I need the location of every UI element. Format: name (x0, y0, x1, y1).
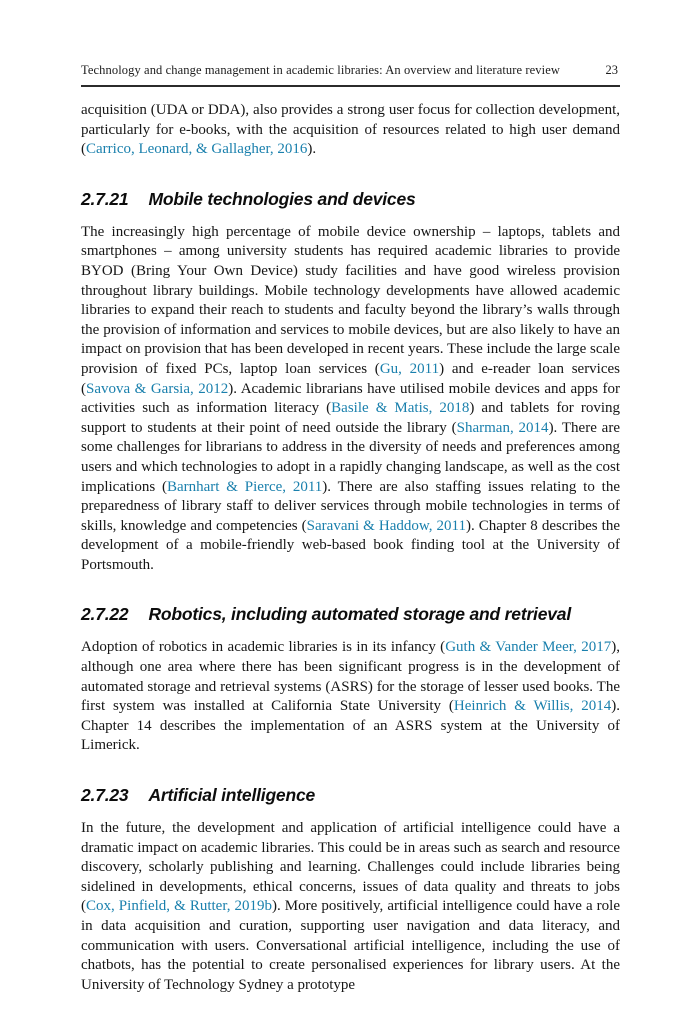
body-paragraph (81, 101, 620, 160)
body-text-run: acquisition (UDA or DDA), also provides a strong user focus for collection development, particularly for e-books, with the acquisition of resources related to high user demand ( (81, 102, 620, 158)
section-heading (81, 188, 620, 210)
body-text-run: Adoption of robotics in academic libraries is in its infancy ( (81, 639, 446, 656)
citation-link[interactable]: Gu, 2011 (379, 360, 440, 377)
citation-link[interactable]: Carrico, Leonard, & Gallagher, 2016 (86, 141, 308, 158)
citation-link[interactable]: Sharman, 2014 (456, 419, 549, 436)
section-title: Robotics, including automated storage and retrieval (148, 604, 571, 625)
body-paragraph (81, 223, 620, 576)
page-number: 23 (605, 63, 618, 77)
section-number: 2.7.22 (81, 604, 129, 625)
body-text-run: ). Chapter 8 describes the development of a mobile-friendly web-based book finding tool at the University of Portsmouth. (81, 517, 620, 573)
section-number: 2.7.23 (81, 785, 129, 806)
body-text-run: ). Chapter 14 describes the implementation of an ASRS system at the University of Limerick. (81, 698, 620, 754)
body-text-run: ) and tablets for roving support to students at their point of need outside the library ( (81, 400, 621, 436)
body-text-run: ). (307, 141, 317, 158)
citation-link[interactable]: Heinrich & Willis, 2014 (453, 698, 612, 715)
body-text-run: ). Academic librarians have utilised mobile devices and apps for activities such as information literacy ( (81, 380, 620, 417)
citation-link[interactable]: Basile & Matis, 2018 (331, 400, 470, 417)
citation-link[interactable]: Saravani & Haddow, 2011 (306, 517, 466, 534)
citation-link[interactable]: Barnhart & Pierce, 2011 (166, 478, 323, 495)
body-text-run: ). There are some challenges for librarians to address in the diversity of needs and preferences among users and which technologies to adopt in a rapidly changing landscape, as well as the cost implications ( (81, 419, 620, 495)
running-title: Technology and change management in academic libraries: An overview and literature review (81, 63, 561, 77)
citation-link[interactable]: Savova & Garsia, 2012 (86, 380, 229, 397)
section-title: Artificial intelligence (148, 785, 316, 806)
body-paragraph (81, 819, 620, 995)
body-text-run: In the future, the development and application of artificial intelligence could have a dramatic impact on academic libraries. This could be in areas such as search and resource discovery, scholarly publishing and learning. Challenges could include libraries being sidelined in developments, ethical concerns, issues of data quality and threats to jobs ( (81, 820, 620, 915)
section-number: 2.7.21 (81, 188, 129, 209)
section-title: Mobile technologies and devices (148, 188, 416, 209)
citation-link[interactable]: Guth & Vander Meer, 2017 (445, 639, 612, 656)
body-text-run: ). More positively, artificial intelligence could have a role in data acquisition and curation, supporting user navigation and data literacy, and communication with users. Conversational artificial intelligence, including the use of chatbots, has the potential to create personalised experiences for library users. At the University of Technology Sydney a prototype (81, 898, 620, 993)
citation-link[interactable]: Cox, Pinfield, & Rutter, 2019b (86, 898, 273, 915)
body-paragraph (81, 638, 620, 756)
section-heading (81, 603, 620, 625)
body-text-run: The increasingly high percentage of mobile device ownership – laptops, tablets and smartphones – among university students has required academic libraries to provide BYOD (Bring Your Own Device) study facilities and have good wireless provision throughout library buildings. Mobile technology developments have allowed academic libraries to expand their reach to students and faculty beyond the library’s walls through the provision of information and services to mobile devices, but are also likely to have an impact on provision that has been developed in recent years. These include the large scale provision of fixed PCs, laptop loan services ( (81, 223, 620, 377)
body-text-run: ) and e-reader loan services ( (81, 360, 621, 397)
page-content (81, 87, 620, 995)
section-heading (81, 784, 620, 806)
body-text-run: ), although one area where there has been significant progress is in the development of automated storage and retrieval systems (ASRS) for the storage of lesser used books. The first system was installed at California State University ( (81, 639, 620, 715)
body-text-run: ). There are also staffing issues relating to the preparedness of library staff to deliver services through mobile technologies in terms of skills, knowledge and competencies ( (81, 478, 620, 534)
running-header (81, 62, 620, 87)
